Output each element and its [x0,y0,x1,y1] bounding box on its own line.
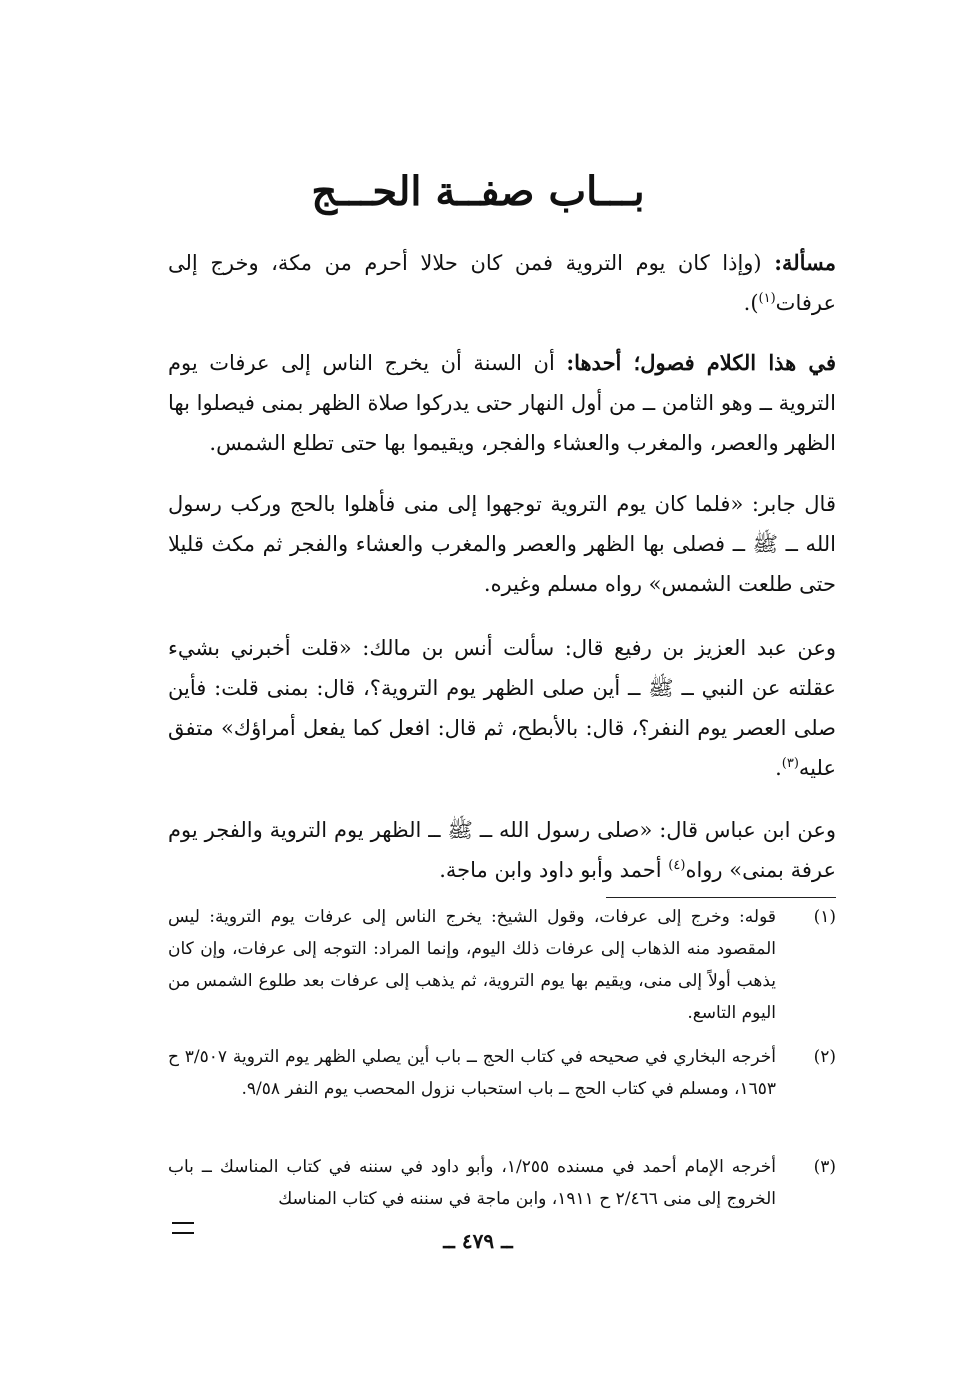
paragraph-tail: . [775,756,782,780]
footnote-text: أخرجه الإمام أحمد في مسنده ١/٢٥٥، وأبو داود في سننه في كتاب المناسك ــ باب الخروج إلى منى ٢/٤٦٦ ح ١٩١١، وابن ماجة في سننه في كتاب المناسك [168,1157,777,1209]
chapter-title: بـــاب صفــة الحـــج [311,168,645,215]
footnote-separator [606,897,836,898]
footnote-number: (٣) [813,1157,836,1177]
paragraph-text: قال جابر: «فلما كان يوم التروية توجهوا إلى منى فأهلوا بالحج وركب رسول الله ــ ﷺ ــ فصلى بها الظهر والعصر والمغرب والعشاء والفجر ثم مكث قليلا حتى طلعت الشمس» رواه مسلم وغيره. [168,492,836,596]
page-number: ــ ٤٧٩ ــ [443,1229,513,1253]
footnote-text: أخرجه البخاري في صحيحه في كتاب الحج ــ باب أين يصلي الظهر يوم التروية ٣/٥٠٧ ح ١٦٥٣، ومسلم في كتاب الحج ــ باب استحباب نزول المحصب يوم النفر ٩/٥٨. [168,1047,776,1099]
paragraph-tail: أحمد وأبو داود وابن ماجة. [439,858,669,882]
body-paragraph [168,810,836,890]
footnote-ref: (٤) [668,858,686,873]
body-paragraph [168,343,836,463]
masala-label: مسألة: [774,250,836,275]
masala-tail: ). [743,291,759,315]
footnote-text: قوله: وخرج إلى عرفات، وقول الشيخ: يخرج الناس إلى عرفات يوم التروية: ليس المقصود منه الذهاب إلى عرفات ذلك اليوم، وإنما المراد: التوجه إلى عرفات، وإن كان يذهب أولاً إلى منى، ويقيم بها يوم التروية، ثم يذهب إلى عرفات بعد طلوع الشمس من اليوم التاسع. [168,907,776,1023]
footnote-number: (٢) [813,1047,836,1067]
footnote [168,901,836,1029]
footnote [168,1041,836,1105]
paragraph-lead: في هذا الكلام فصول؛ أحدها: [566,350,836,375]
footnote-number: (١) [813,907,836,927]
masala-text: (وإذا كان يوم التروية فمن كان حلالا أحرم من مكة، وخرج إلى عرفات [168,251,836,315]
masala-paragraph [168,243,836,323]
footnote [168,1151,836,1215]
paragraph-text: وعن عبد العزيز بن رفيع قال: سألت أنس بن مالك: «قلت أخبرني بشيء عقلته عن النبي ــ ﷺ ــ أين صلى الظهر يوم التروية؟، قال: بمنى قلت: فأين صلى العصر يوم النفر؟، قال: بالأبطح، ثم قال: افعل كما يفعل أمراؤك» متفق عليه [168,636,836,780]
footnote-ref: (٣) [781,756,799,771]
paragraph-text: أن السنة أن يخرج الناس إلى عرفات يوم التروية ــ وهو الثامن ــ من أول النهار حتى يدركوا صلاة الظهر بمنى فيصلوا بها الظهر والعصر، والمغرب والعشاء والفجر، ويقيموا بها حتى تطلع الشمس. [168,351,836,455]
body-paragraph [168,628,836,788]
body-paragraph [168,484,836,604]
paragraph-text: وعن ابن عباس قال: «صلى رسول الله ــ ﷺ ــ الظهر يوم التروية والفجر يوم عرفة بمنى» رواه [168,818,836,882]
footnote-ref: (١) [758,291,776,306]
